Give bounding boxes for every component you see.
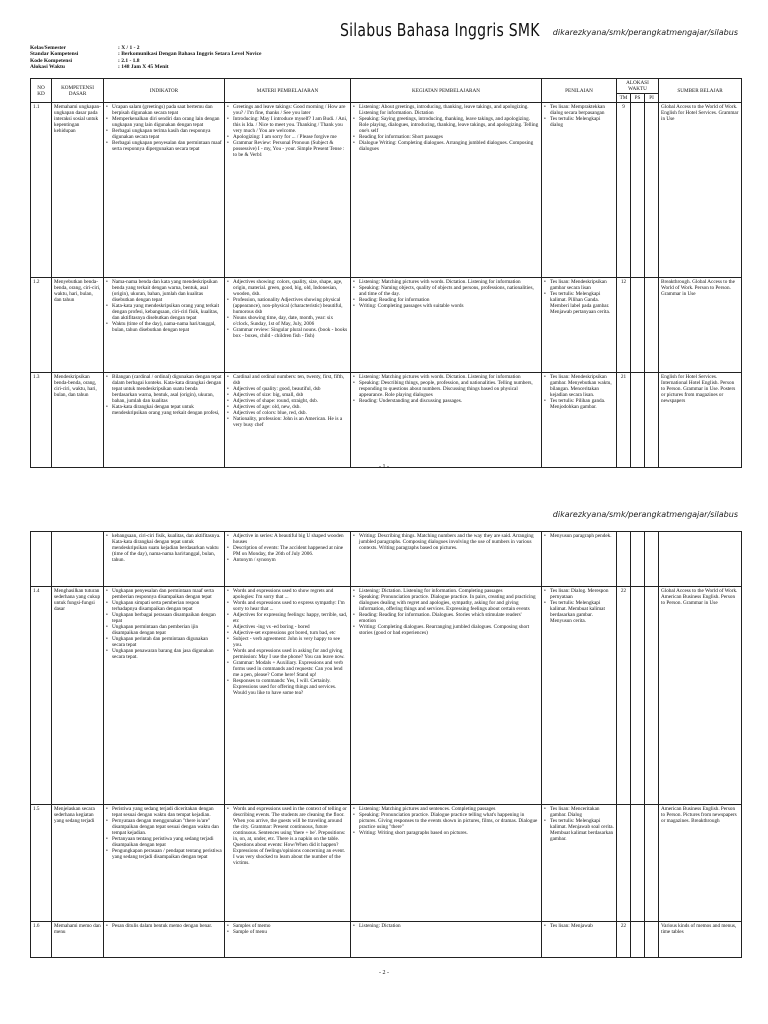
list-item: • Ungkapan simpati serta pemberian respon terhadapnya disampaikan dengan tepat [106,600,222,612]
cell-penilaian [542,805,617,922]
cell-kegiatan-list [353,279,539,309]
header-kegiatan: KEGIATAN PEMBELAJARAN [351,79,542,103]
cell-no: 1.2 [31,278,52,373]
cell-no: 1.4 [31,587,52,805]
list-item: • Berbagai ungkapan terima kasih dan responnya digunakan secara tepat [106,128,222,140]
cell-indikator-list [106,374,222,416]
list-item: • Ungkapan permintaan dan pemberian ijin disampaikan dengan tepat [106,624,222,636]
cell-indikator [104,922,225,958]
list-item: • Grammar: Modals + Auxiliary. Expressions and verb forms used in commands and requests: Can you lend me a pen, please? Come here! Stand up! [227,660,348,678]
cell-pi [645,805,659,922]
cell-materi [225,373,351,468]
cell-indikator [104,532,225,587]
list-item: • Cardinal and ordinal numbers: ten, twenty, first, fifth, dsb [227,374,348,386]
cell-pi [645,103,659,278]
list-item: • Description of events: The accident happened at nine PM on Monday, the 26th of July 2006. [227,545,348,557]
header-pi: PI [645,94,659,103]
header-penilaian: PENILAIAN [542,79,617,103]
list-item: • Writing: Completing passages with suitable words [353,303,539,309]
cell-penilaian [542,103,617,278]
table-row [31,805,742,922]
cell-indikator-list [106,588,222,660]
cell-pi [645,922,659,958]
list-item: • Berbagai ungkapan penyesalan dan permintaan maaf serta responnya dipergunakan secara tepat [106,140,222,152]
cell-pi [645,278,659,373]
list-item: • Pengungkapan perasaan / pendapat tentang peristiwa yang sedang terjadi disampaikan dengan tepat [106,848,222,860]
meta-value: : 148 Jam X 45 Menit [118,64,169,71]
cell-kegiatan-list [353,374,539,404]
header-tm: TM [617,94,631,103]
cell-kegiatan-list [353,806,539,836]
cell-penilaian [542,532,617,587]
cell-tm [617,805,631,922]
list-item: • Tes lisan: Mendeskripsikan gambar secara lisan [544,279,614,291]
meta-label: Alokasi Waktu [30,64,65,71]
list-item: • Responses to commands: Yes, I will. Certainly. Expressions used for offering things and services. Would you like to have some tea? [227,678,348,696]
table-row [31,587,742,805]
meta-value: : 2.1 - 1.8 [118,57,140,64]
cell-penilaian-list [544,279,614,315]
page-number: - 2 - [379,970,389,976]
list-item: • Pesan ditulis dalam bentuk memo dengan benar. [106,923,222,929]
list-item: • Adjective in series: A beautiful big U shaped wooden houses [227,533,348,545]
cell-tm: 21 [617,373,631,468]
cell-materi [225,103,351,278]
list-item: • Speaking: Pronunciation practice. Dialogue practice telling what's happening in pictures. Giving responses to the events shown in pictures, films, or dramas. Dialogue practice using "there" [353,812,539,830]
cell-penilaian-list [544,533,614,539]
list-item: • Tes tertulis: Melengkapi kalimat. Pilihan Ganda. Memberi label pada gambar. Menjawab pertanyaan cerita. [544,291,614,315]
table-row [31,103,742,278]
page-2 [0,502,768,1024]
table-row [31,532,742,587]
cell-penilaian [542,587,617,805]
list-item: • Listening: About greetings, introducing, thanking, leave takings, and apologizing. Listening for information. Dictation [353,104,539,116]
list-item: • Introducing: May I introduce myself? I am Budi. / Ani, this is Ida. / Nice to meet you. Thanking / Thank you very much / You are welcome. [227,116,348,134]
cell-kegiatan [351,532,542,587]
cell-sumber: Breakthrough. Global Access to the World of Work. Person to Person. Grammar in Use [659,278,742,373]
cell-penilaian [542,922,617,958]
cell-tm: 22 [617,587,631,805]
list-item: • Listening: Dictation. Listening for information. Completing passages [353,588,539,594]
cell-ps [631,587,645,805]
list-item: • Listening: Matching pictures and sentences. Completing passages [353,806,539,812]
list-item: • Words and expressions used to show regrets and apologies: I'm sorry that ... [227,588,348,600]
list-item: • Grammar Review: Personal Pronoun (Subject & possessive) I - my, You - your. Simple Present Tense : to be & Verb1 [227,140,348,158]
cell-kegiatan [351,922,542,958]
document-title: Silabus Bahasa Inggris SMK [340,20,540,41]
cell-pi [645,373,659,468]
list-item: • Antonym / synonym [227,557,348,563]
cell-materi-list [227,533,348,563]
cell-indikator-list [106,279,222,333]
cell-kompetensi: Mendeskripsikan benda-benda, orang, ciri-ciri, waktu, hari, bulan, dan tahun [52,373,104,468]
cell-no: 1.3 [31,373,52,468]
list-item: • Words and expressions used in the context of telling or describing events. The students are cleaning the floor. When you arrive, the guests will be traveling around the city. Grammar: Present continuous, future continuous. Sentences using 'there + be'. Prepositions: in, on, at, under, etc. There is a napkin on the table. Questions about events: How/When did it happen? Expressions of feelings/opinions concerning an event. I was very shocked to learn about the number of the victims. [227,806,348,866]
syllabus-table-page-1 [30,78,742,468]
cell-ps [631,103,645,278]
list-item: • Grammar review: Singular plural nouns. (book - books box - boxes, child - children fish - fish) [227,327,348,339]
list-item: • Kata-kata dirangkai dengan tepat untuk mendeskripsikan orang yang terkait dengan profesi, [106,404,222,416]
meta-label: Standar Kompetensi [30,51,79,58]
list-item: • Adjective-set expressions got bored, turn bad, etc [227,630,348,636]
cell-ps [631,922,645,958]
cell-materi [225,805,351,922]
header-materi: MATERI PEMBELAJARAN [225,79,351,103]
cell-kompetensi: Menghasilkan tuturan sederhana yang cukup untuk fungsi-fungsi dasar [52,587,104,805]
list-item: • Reading: Understanding and discussing passages. [353,398,539,404]
list-item: • Writing: Writing short paragraphs based on pictures. [353,830,539,836]
list-item: • Tes tertulis: Melengkapi kalimat. Membuat kalimat berdasarkan gambar. Menyusun cerita. [544,600,614,624]
list-item: • kebangsaan, ciri-ciri fisik, kualitas, dan aktifitasnya. Kata-kata dirangkai dengan tepat untuk mendeskripsikan suatu kejadian berdasarkan waktu (time of the day), nama-nama hari/tanggal, bulan, tahun. [106,533,222,563]
list-item: • Kata-kata yang mendeskripsikan orang yang terkait dengan profesi, kebangsaan, ciri-ciri fisik, kualitas, dan aktifitasnya disebutkan dengan tepat [106,303,222,321]
list-item: • Ungkapan penyesalan dan permintaan maaf serta pemberian responnya disampaikan dengan tepat [106,588,222,600]
cell-sumber: Global Access to the World of Work. American Business English. Person to Person. Grammar in Use [659,587,742,805]
table-row [31,278,742,373]
cell-indikator [104,587,225,805]
cell-ps [631,278,645,373]
cell-no [31,532,52,587]
list-item: • Memperkenalkan diri sendiri dan orang lain dengan ungkapan yang lain digunakan dengan tepat [106,116,222,128]
meta-value: : X / 1 - 2 [118,45,140,51]
header-no: NO KD [31,79,52,103]
list-item: • Tes lisan: Mendeskripsikan gambar. Menyebutkan waktu, bilangan. Menceritakan kejadian secara lisan. [544,374,614,398]
cell-ps [631,805,645,922]
list-item: • Speaking: Describing things, people, profession, and nationalities. Telling numbers, responding to questions about numbers. Discussing things based on physical appearance. Role playing dialogues [353,380,539,398]
list-item: • Tes tertulis: Melengkapi kalimat. Menjawab soal cerita. Membuat kalimat berdasarkan gambar. [544,818,614,842]
cell-pi [645,532,659,587]
list-item: • Tes tertulis: Pilihan ganda. Menjodohkan gambar. [544,398,614,410]
cell-indikator-list [106,806,222,860]
cell-indikator [104,103,225,278]
header-indikator: INDIKATOR [104,79,225,103]
cell-sumber: American Business English. Person to Person. Pictures from newspapers or magazines. Breakthrough [659,805,742,922]
list-item: • Speaking: Saying greetings, introducing, thanking, leave takings, and apologizing. Role playing, dialogues, introducing, thanking, leave takings, and apologizing. Telling one's self [353,116,539,134]
table-row [31,373,742,468]
cell-kegiatan-list [353,104,539,152]
cell-kegiatan [351,587,542,805]
list-item: • Reading: Reading for information. Dialogues. Stories which stimulate readers' emotion [353,612,539,624]
site-url: dikarezkyana/smk/perangkatmengajar/silabus [552,510,738,519]
list-item: • Nationality, profession: John is an American. He is a very busy chef [227,416,348,428]
cell-materi-list [227,588,348,696]
cell-penilaian [542,278,617,373]
cell-materi [225,922,351,958]
header-kd: KOMPETENSI DASAR [52,79,104,103]
list-item: • Peristiwa yang sedang terjadi diceritakan dengan tepat sesuai dengan waktu dan tempat kejadian. [106,806,222,818]
list-item: • Dialogue Writing: Completing dialogues. Arranging jumbled dialogues. Composing dialogues [353,140,539,152]
cell-kompetensi [52,532,104,587]
cell-sumber [659,532,742,587]
cell-penilaian-list [544,104,614,128]
cell-tm [617,532,631,587]
meta-row [30,64,261,70]
list-item: • Adjectives of colors: blue, red, dsb. [227,410,348,416]
cell-sumber: English for Hotel Services. International Hotel English. Person to Person. Grammar in Use. Posters or pictures from magazines or newspapers [659,373,742,468]
list-item: • Adjectives -ing vs -ed boring - bored [227,624,348,630]
list-item: • Tes lisan: Menceritakan gambar. Dialog [544,806,614,818]
cell-kompetensi: Menjelaskan secara sederhana kegiatan yang sedang terjadi [52,805,104,922]
cell-sumber: Various kinds of memos and menus, time tables [659,922,742,958]
list-item: • Writing: Completing dialogues. Rearranging jumbled dialogues. Composing short stories (good or bad experiences) [353,624,539,636]
cell-tm: 22 [617,922,631,958]
table-row [31,922,742,958]
cell-materi [225,587,351,805]
page-number: - 1 - [379,464,389,470]
header-sumber: SUMBER BELAJAR [659,79,742,103]
cell-kegiatan-list [353,923,539,929]
list-item: • Tes lisan: Menjawab [544,923,614,929]
cell-materi-list [227,279,348,339]
syllabus-table-page-2 [30,531,742,958]
cell-kompetensi: Menyebutkan benda-benda, orang, ciri-ciri, waktu, hari, bulan, dan tahun [52,278,104,373]
cell-indikator-list [106,104,222,152]
cell-materi-list [227,806,348,866]
cell-indikator-list [106,533,222,563]
cell-penilaian [542,373,617,468]
meta-block [30,45,261,71]
meta-value: : Berkomunikasi Dengan Bahasa Inggris Setara Level Novice [118,51,262,58]
cell-kegiatan [351,103,542,278]
cell-indikator [104,278,225,373]
site-url: dikarezkyana/smk/perangkatmengajar/silabus [552,28,738,37]
list-item: • Listening: Dictation [353,923,539,929]
list-item: • Words and expressions used to express sympathy: I'm sorry to hear that ... [227,600,348,612]
list-item: • Speaking: Naming objects, quality of objects and persons, professions, nationalities, and time of the day. [353,285,539,297]
cell-no: 1.6 [31,922,52,958]
cell-kompetensi: Memahami ungkapan-ungkapan dasar pada interaksi sosial untuk kepentingan kehidupan [52,103,104,278]
table-body [31,532,742,958]
cell-penilaian-list [544,588,614,624]
cell-tm: 12 [617,278,631,373]
cell-indikator [104,805,225,922]
list-item: • Ungkapan perintah dan permintaan digunakan secara tepat [106,636,222,648]
list-item: • Apologizing: I am sorry for ... / Please forgive me [227,134,348,140]
cell-no: 1.5 [31,805,52,922]
list-item: • Adjectives of size: big, small, dsb [227,392,348,398]
cell-pi [645,587,659,805]
cell-penilaian-list [544,923,614,929]
list-item: • Ucapan salam (greetings) pada saat bertemu dan berpisah digunakan secara tepat [106,104,222,116]
cell-kegiatan-list [353,533,539,551]
list-item: • Nouns showing time, day, date, month, year: six o'clock, Sunday, 1st of May, July, 2006 [227,315,348,327]
cell-indikator-list [106,923,222,929]
list-item: • Ungkapan berbagai perasaan disampaikan dengan tepat [106,612,222,624]
list-item: • Speaking: Pronunciation practice. Dialogue practice. In pairs, creating and practicing dialogues dealing with regret and apologies, sympathy, asking for and giving information, offering things and services. Expressing feelings about certain events [353,594,539,612]
list-item: • Samples of memo [227,923,348,929]
list-item: • Adjectives of age: old, new, dsb. [227,404,348,410]
list-item: • Reading: Reading for information [353,297,539,303]
list-item: • Tes lisan: Dialog. Merespon pernyataan [544,588,614,600]
list-item: • Menyusun paragraph pendek. [544,533,614,539]
list-item: • Words and expressions used in asking for and giving permission: May I use the phone? You can leave now. [227,648,348,660]
cell-kegiatan [351,278,542,373]
list-item: • Profession, nationality Adjectives showing physical (appearance), non-physical (characteristic) beautiful, humorous dsb [227,297,348,315]
page-1 [0,0,768,502]
meta-label: Kode Kompetensi [30,57,73,64]
cell-materi-list [227,923,348,935]
list-item: • Adjectives of shape: round, straight, dsb. [227,398,348,404]
list-item: • Bilangan (cardinal / ordinal) digunakan dengan tepat dalam berbagai konteks. Kata-kata dirangkai dengan tepat untuk mendeskripsikan suatu benda berdasarkan warna, bentuk, asal (origin), ukuran, bahan, jumlah dan kualitas [106,374,222,404]
cell-kegiatan [351,373,542,468]
list-item: • Reading for information: Short passages [353,134,539,140]
cell-no: 1.1 [31,103,52,278]
cell-indikator [104,373,225,468]
list-item: • Adjectives showing: colors, quality, size, shape, age, origin, material. green, good, big, old, Indonesian, wooden, dsb. [227,279,348,297]
list-item: • Listening: Matching pictures with words. Dictation. Listening for information [353,279,539,285]
header-alokasi: ALOKASI WAKTU [617,79,659,94]
header-ps: PS [631,94,645,103]
cell-kegiatan [351,805,542,922]
list-item: • Pertanyaan tentang peristiwa yang sedang terjadi disampaikan dengan tepat [106,836,222,848]
list-item: • Waktu (time of the day), nama-nama hari/tanggal, bulan, tahun disebutkan dengan tepat [106,321,222,333]
cell-tm: 9 [617,103,631,278]
cell-materi [225,278,351,373]
list-item: • Pernyataan dengan menggunakan "there is/are" disampaikan dengan tepat sesuai dengan waktu dan tempat kejadian. [106,818,222,836]
list-item: • Greetings and leave takings: Good morning / How are you? / I'm fine, thanks / See you later [227,104,348,116]
list-item: • Sample of menu [227,929,348,935]
cell-ps [631,373,645,468]
list-item: • Ungkapan penawaran barang dan jasa digunakan secara tepat. [106,648,222,660]
cell-materi-list [227,104,348,158]
table-body [31,103,742,468]
list-item: • Adjectives for expressing feelings: happy, terrible, sad, etc [227,612,348,624]
cell-penilaian-list [544,806,614,842]
cell-kompetensi: Memahami memo dan menu [52,922,104,958]
list-item: • Tes lisan: Mempraktekkan dialog secara berpasangan [544,104,614,116]
cell-materi [225,532,351,587]
list-item: • Writing: Describing things. Matching numbers and the way they are said. Arranging jumbled paragraphs. Composing dialogues involving the use of numbers in various contexts. Writing paragraphs based on pictures. [353,533,539,551]
cell-ps [631,532,645,587]
list-item: • Listening: Matching pictures with words. Dictation. Listening for information [353,374,539,380]
cell-penilaian-list [544,374,614,410]
meta-label: Kelas/Semester [30,45,67,51]
list-item: • Tes tertulis: Melengkapi dialog [544,116,614,128]
cell-kegiatan-list [353,588,539,636]
cell-sumber: Global Access to the World of Work. English for Hotel Services. Grammar in Use [659,103,742,278]
list-item: • Adjectives of quality: good, beautiful, dsb [227,386,348,392]
list-item: • Subject - verb agreement: John is very happy to see you. [227,636,348,648]
list-item: • Nama-nama benda dan kata yang mendeskripsikan benda yang terkait dengan warna, bentuk, asal (origin), ukuran, bahan, jumlah dan kualitas disebutkan dengan tepat [106,279,222,303]
cell-materi-list [227,374,348,428]
